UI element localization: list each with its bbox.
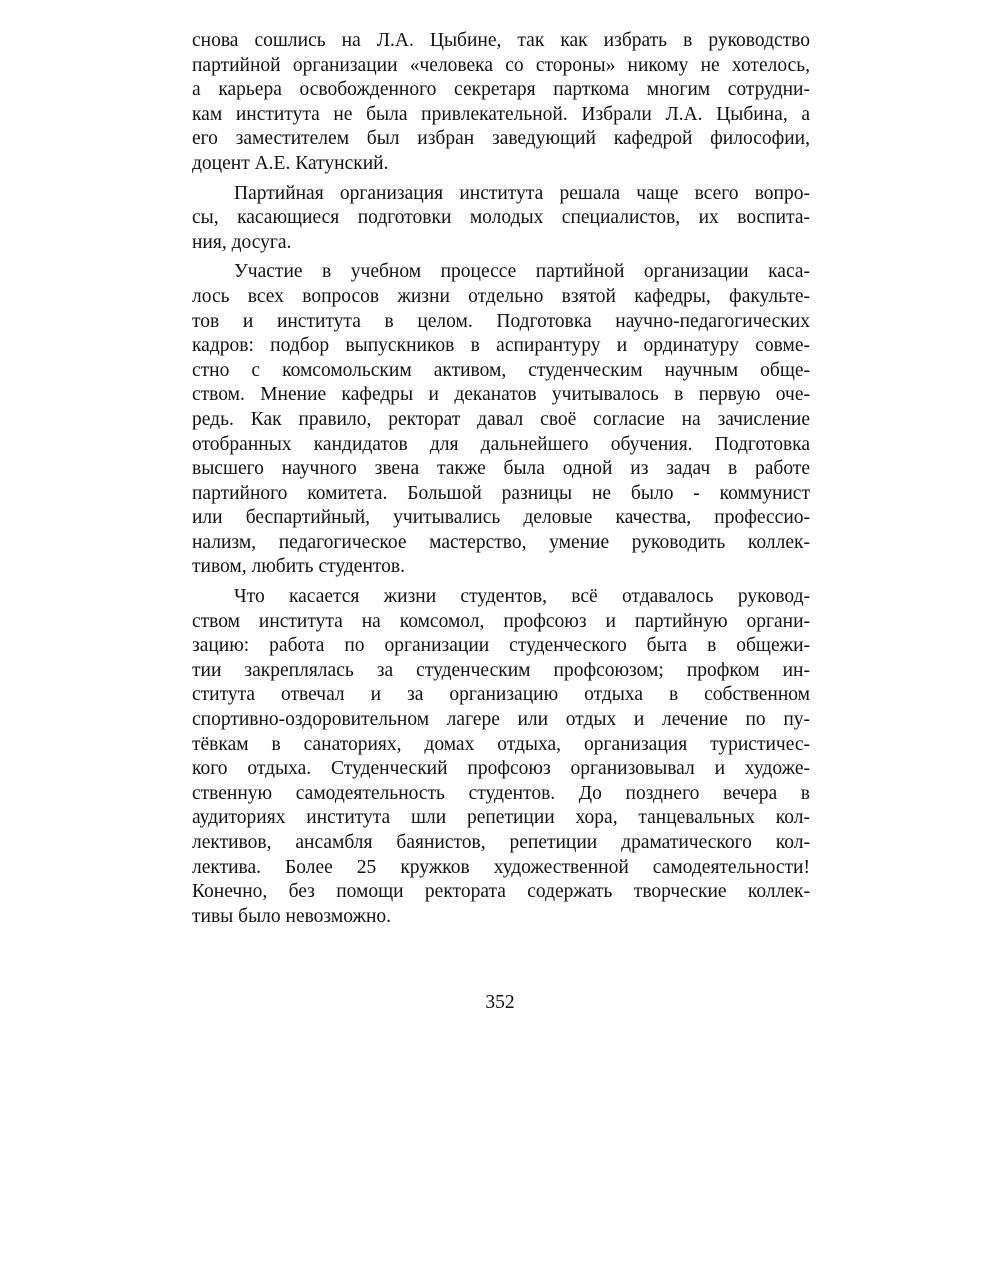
text-line: ститута отвечал и за организацию отдыха в собственном xyxy=(192,684,810,706)
text-line: снова сошлись на Л.А. Цыбине, так как избрать в руководство xyxy=(192,30,810,51)
text-line: стно с комсомольским активом, студенческим научным обще- xyxy=(192,359,810,381)
text-line: тии закреплялась за студенческим профсоюзом; профком ин- xyxy=(192,659,810,681)
text-line: или беспартийный, учитывались деловые качества, профессио- xyxy=(192,507,810,529)
page-number: 352 xyxy=(485,992,515,1013)
text-line: его заместителем был избран заведующий кафедрой философии, xyxy=(192,128,810,150)
text-line: тивом, любить студентов. xyxy=(192,556,405,578)
paragraph xyxy=(192,29,810,177)
paragraph xyxy=(192,260,810,580)
text-line: доцент А.Е. Катунский. xyxy=(192,152,389,174)
text-line: спортивно-оздоровительном лагере или отдых и лечение по пу- xyxy=(192,709,810,731)
text-line: Партийная организация института решала чаще всего вопро- xyxy=(234,182,810,204)
text-line: ственную самодеятельность студентов. До позднего вечера в xyxy=(192,782,810,804)
text-line: лективов, ансамбля баянистов, репетиции драматического кол- xyxy=(192,832,810,853)
text-line: кадров: подбор выпускников в аспирантуру и ординатуру совме- xyxy=(192,335,810,357)
text-line: ством института на комсомол, профсоюз и партийную органи- xyxy=(192,610,810,632)
text-line: ством. Мнение кафедры и деканатов учитывалось в первую оче- xyxy=(192,384,810,406)
text-line: партийной организации «человека со стороны» никому не хотелось, xyxy=(192,54,810,76)
text-line: лось всех вопросов жизни отдельно взятой кафедры, факульте- xyxy=(192,285,810,307)
text-line: редь. Как правило, ректорат давал своё согласие на зачисление xyxy=(192,408,810,430)
text-line: кого отдыха. Студенческий профсоюз организовывал и художе- xyxy=(192,758,810,780)
text-line: зацию: работа по организации студенческого быта в общежи- xyxy=(192,635,810,657)
text-line: тивы было невозможно. xyxy=(192,905,391,927)
text-line: лектива. Более 25 кружков художественной самодеятельности! xyxy=(192,856,810,878)
paragraph xyxy=(192,182,810,256)
text-line: аудиториях института шли репетиции хора, танцевальных кол- xyxy=(192,807,810,829)
text-line: отобранных кандидатов для дальнейшего обучения. Подготовка xyxy=(192,433,810,455)
text-line: Участие в учебном процессе партийной организации каса- xyxy=(234,261,810,283)
text-line: высшего научного звена также была одной из задач в работе xyxy=(192,458,810,480)
text-line: Что касается жизни студентов, всё отдавалось руковод- xyxy=(234,586,810,608)
text-line: тёвкам в санаториях, домах отдыха, организация туристичес- xyxy=(192,733,810,755)
text-line: а карьера освобожденного секретаря парткома многим сотрудни- xyxy=(192,79,810,101)
text-line: партийного комитета. Большой разницы не было - коммунист xyxy=(192,482,810,504)
paragraph xyxy=(192,585,810,929)
text-line: тов и института в целом. Подготовка научно-педагогических xyxy=(192,310,810,332)
text-line: ния, досуга. xyxy=(192,231,292,253)
text-line: Конечно, без помощи ректората содержать творческие коллек- xyxy=(192,881,810,903)
text-line: нализм, педагогическое мастерство, умение руководить коллек- xyxy=(192,531,810,553)
text-line: сы, касающиеся подготовки молодых специалистов, их воспита- xyxy=(192,207,810,229)
body-text xyxy=(192,29,810,934)
text-line: кам института не была привлекательной. Избрали Л.А. Цыбина, а xyxy=(192,103,810,125)
